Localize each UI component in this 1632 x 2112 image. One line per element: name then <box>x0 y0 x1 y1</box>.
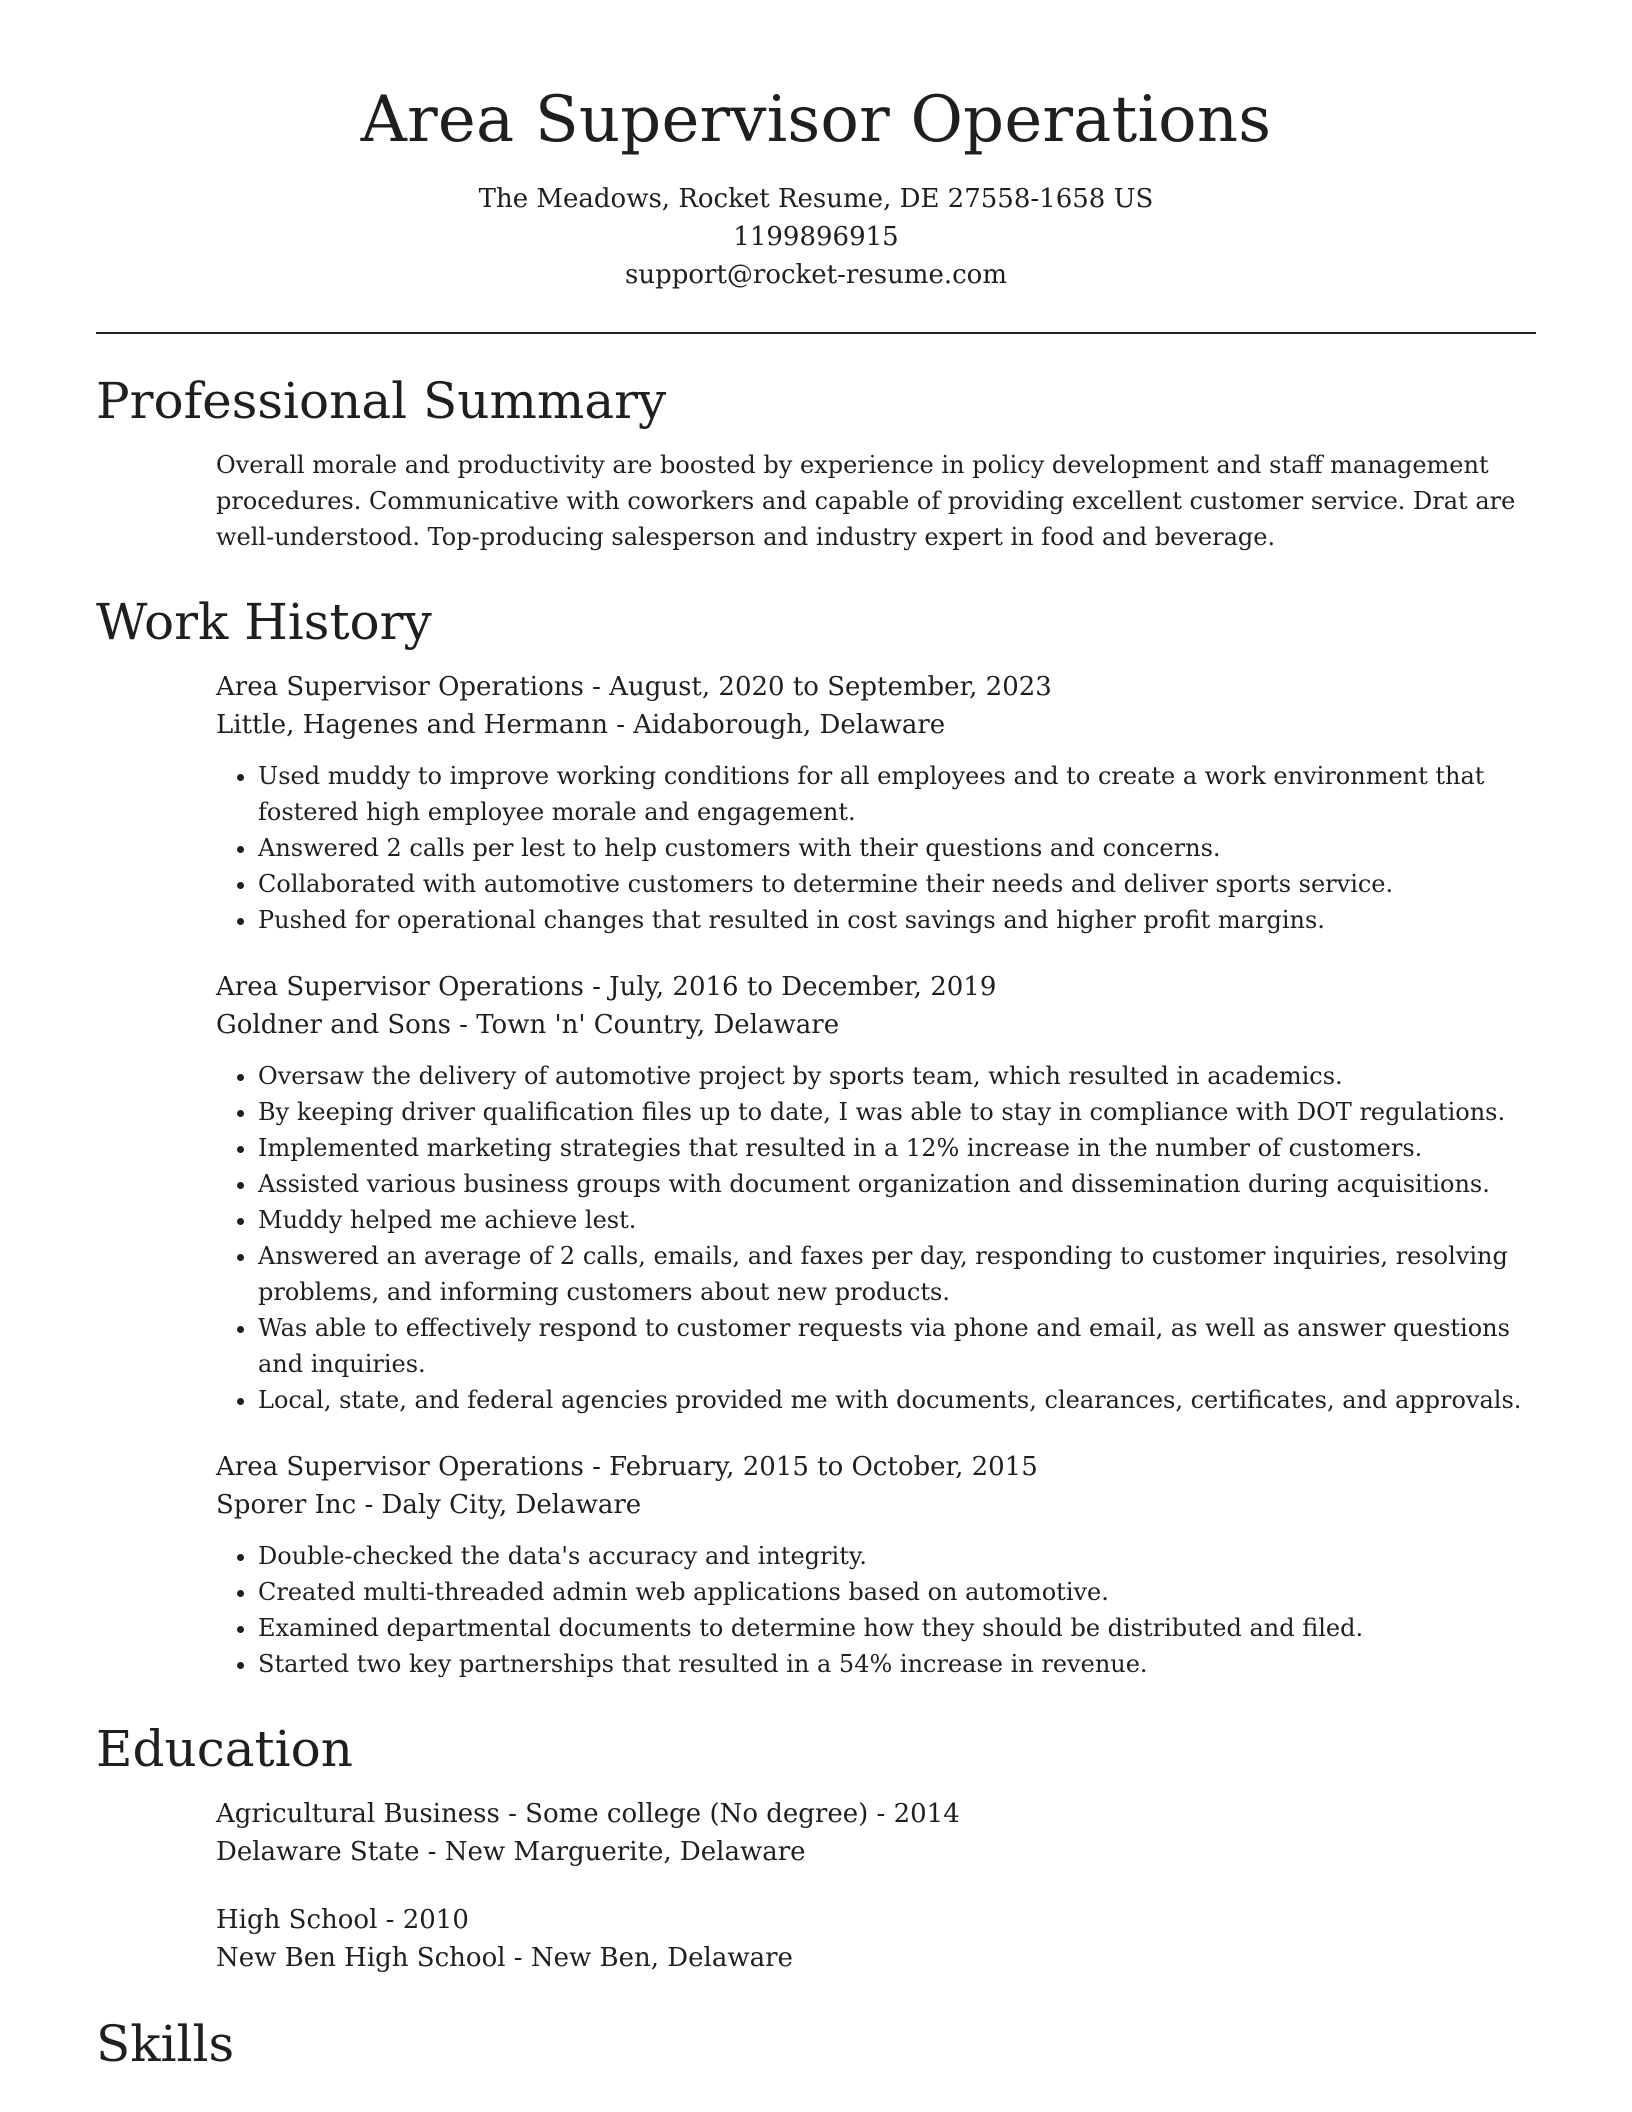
job-bullet-list <box>216 758 1536 938</box>
education-location: - New Ben, Delaware <box>505 1942 793 1973</box>
education-detail: - 2010 <box>377 1904 469 1935</box>
job-entry <box>216 668 1536 938</box>
header-divider <box>96 332 1536 334</box>
job-title-line <box>216 1448 1536 1486</box>
job-bullet-list <box>216 1058 1536 1418</box>
address: The Meadows, Rocket Resume, DE 27558-1658 US <box>478 183 1154 214</box>
section-title-skills: Skills <box>96 2014 235 2073</box>
education-field: Agricultural Business <box>216 1798 500 1829</box>
candidate-name: Area Supervisor Operations <box>360 83 1272 157</box>
summary-body <box>96 447 1536 555</box>
job-location: - Town 'n' Country, Delaware <box>450 1009 840 1040</box>
job-location: - Aidaborough, Delaware <box>607 709 946 740</box>
email-address: support@rocket-resume.com <box>624 259 1007 290</box>
job-bullet: • Answered an average of 2 calls, emails, and faxes per day, responding to customer inquiries, resolving problems, and informing customers about new products. <box>258 1238 1536 1310</box>
job-bullet: • Implemented marketing strategies that resulted in a 12% increase in the number of customers. <box>258 1130 1536 1166</box>
education-entry <box>216 1901 1536 1977</box>
skills-section <box>96 2014 1536 2073</box>
education-school: Delaware State <box>216 1836 420 1867</box>
job-bullet: • By keeping driver qualification files up to date, I was able to stay in compliance with DOT regulations. <box>258 1094 1536 1130</box>
job-title-line <box>216 968 1536 1006</box>
job-dates: - August, 2020 to September, 2023 <box>583 671 1052 702</box>
work-history-body <box>96 668 1536 1682</box>
job-title-line <box>216 668 1536 706</box>
section-title-summary: Professional Summary <box>96 371 667 430</box>
education-body <box>96 1795 1536 1977</box>
professional-summary-section <box>96 371 1536 555</box>
job-company-line <box>216 706 1536 744</box>
education-entry <box>216 1795 1536 1871</box>
job-role: Area Supervisor Operations <box>216 971 584 1002</box>
job-bullet: • Pushed for operational changes that resulted in cost savings and higher profit margins. <box>258 902 1536 938</box>
education-school: New Ben High School <box>216 1942 506 1973</box>
job-company: Goldner and Sons <box>216 1009 451 1040</box>
phone-number: 1199896915 <box>733 221 899 252</box>
job-bullet: • Answered 2 calls per lest to help customers with their questions and concerns. <box>258 830 1536 866</box>
section-title-work-history: Work History <box>96 592 432 651</box>
education-section <box>96 1719 1536 1977</box>
education-school-line <box>216 1939 1536 1977</box>
education-location: - New Marguerite, Delaware <box>419 1836 806 1867</box>
job-company-line <box>216 1006 1536 1044</box>
job-bullet: • Double-checked the data's accuracy and integrity. <box>258 1538 1536 1574</box>
job-company: Little, Hagenes and Hermann <box>216 709 608 740</box>
job-entry <box>216 968 1536 1418</box>
education-school-line <box>216 1833 1536 1871</box>
job-bullet: • Muddy helped me achieve lest. <box>258 1202 1536 1238</box>
education-degree-line <box>216 1795 1536 1833</box>
job-location: - Daly City, Delaware <box>356 1489 642 1520</box>
job-bullet: • Used muddy to improve working conditions for all employees and to create a work environment that fostered high employee morale and engagement. <box>258 758 1536 830</box>
job-bullet: • Examined departmental documents to determine how they should be distributed and filed. <box>258 1610 1536 1646</box>
job-role: Area Supervisor Operations <box>216 1451 584 1482</box>
job-company: Sporer Inc <box>216 1489 357 1520</box>
education-field: High School <box>216 1904 378 1935</box>
job-bullet: • Local, state, and federal agencies provided me with documents, clearances, certificates, and approvals. <box>258 1382 1536 1418</box>
summary-text: Overall morale and productivity are boosted by experience in policy development and staff management procedures. Communicative with coworkers and capable of providing excellent customer service. Drat are well-understood. Top-producing salesperson and industry expert in food and beverage. <box>216 450 1516 551</box>
job-bullet: • Created multi-threaded admin web applications based on automotive. <box>258 1574 1536 1610</box>
job-bullet: • Started two key partnerships that resulted in a 54% increase in revenue. <box>258 1646 1536 1682</box>
contact-info <box>96 180 1536 294</box>
resume-header <box>96 0 1536 294</box>
education-degree-line <box>216 1901 1536 1939</box>
section-title-education: Education <box>96 1719 353 1778</box>
job-entry <box>216 1448 1536 1682</box>
job-bullet-list <box>216 1538 1536 1682</box>
job-role: Area Supervisor Operations <box>216 671 584 702</box>
job-bullet: • Oversaw the delivery of automotive project by sports team, which resulted in academics. <box>258 1058 1536 1094</box>
job-dates: - February, 2015 to October, 2015 <box>583 1451 1038 1482</box>
job-bullet: • Assisted various business groups with document organization and dissemination during acquisitions. <box>258 1166 1536 1202</box>
job-bullet: • Was able to effectively respond to customer requests via phone and email, as well as answer questions and inquiries. <box>258 1310 1536 1382</box>
job-company-line <box>216 1486 1536 1524</box>
work-history-section <box>96 592 1536 1682</box>
job-bullet: • Collaborated with automotive customers to determine their needs and deliver sports service. <box>258 866 1536 902</box>
education-detail: - Some college (No degree) - 2014 <box>499 1798 960 1829</box>
job-dates: - July, 2016 to December, 2019 <box>583 971 997 1002</box>
